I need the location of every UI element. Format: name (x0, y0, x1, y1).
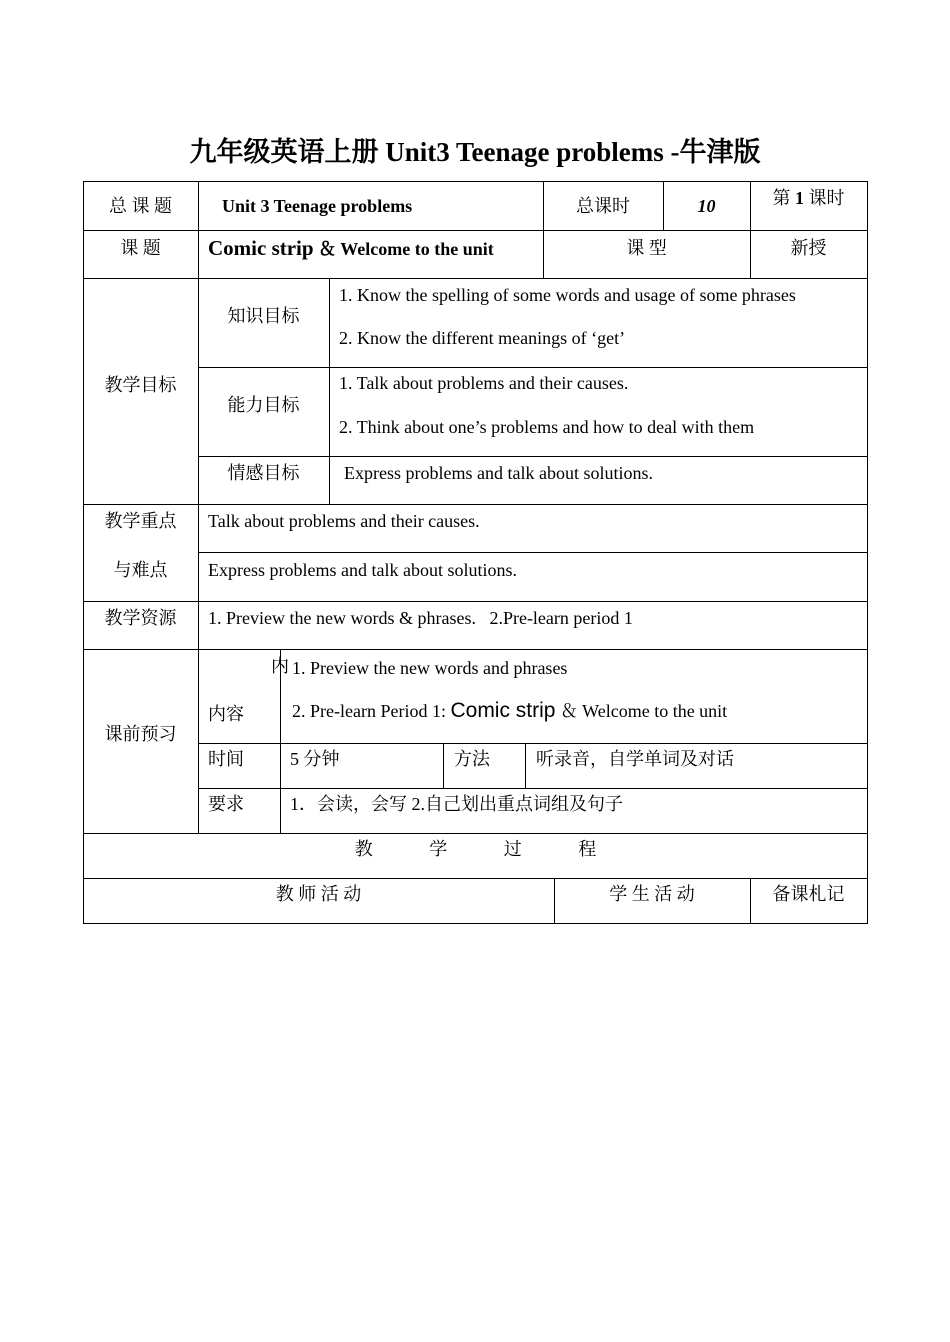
ability-goal-2: 2. Think about one’s problems and how to deal with them (339, 417, 755, 437)
table-border (83, 649, 868, 650)
objectives-label: 教学目标 (104, 375, 177, 395)
knowledge-goal-label: 知识目标 (227, 306, 300, 326)
knowledge-goal-1: 1. Know the spelling of some words and usage of some phrases (339, 285, 796, 305)
preview-content-2-comic: Comic strip (450, 699, 556, 722)
teacher-activity-label: 教 师 活 动 (275, 884, 362, 904)
preview-label: 课前预习 (104, 724, 177, 744)
student-activity-label: 学 生 活 动 (609, 884, 695, 904)
table-border (198, 743, 868, 744)
preview-content-1: 1. Preview the new words and phrases (292, 658, 568, 678)
time-value: 5 分钟 (290, 749, 340, 769)
key-point-2: Express problems and talk about solutions. (208, 560, 517, 580)
preview-content-2 (292, 700, 727, 722)
emotion-goal-1: Express problems and talk about solutions. (344, 463, 653, 483)
topic-label: 课 题 (120, 238, 161, 258)
table-border (198, 367, 868, 368)
table-border (525, 743, 526, 789)
lesson-type-value: 新授 (790, 238, 827, 258)
preview-content-2-amp: ＆ (555, 701, 583, 721)
content-label-fragment: 内 (271, 656, 289, 676)
topic-ampersand: ＆ (313, 239, 341, 259)
lesson-number-value: 1 (795, 188, 804, 208)
lesson-suffix: 课时 (808, 188, 845, 208)
total-hours-value: 10 (697, 196, 716, 216)
course-topic-value: Unit 3 Teenage problems (222, 196, 413, 216)
emotion-goal-label: 情感目标 (227, 463, 300, 483)
key-point-1: Talk about problems and their causes. (208, 511, 480, 531)
preparation-notes-label: 备课札记 (772, 884, 845, 904)
topic-value (208, 237, 494, 260)
table-border (198, 181, 199, 834)
content-label: 内容 (208, 704, 244, 724)
ability-goal-1: 1. Talk about problems and their causes. (339, 373, 629, 393)
table-border (198, 788, 868, 789)
resources-label: 教学资源 (104, 608, 177, 628)
table-border (867, 181, 868, 924)
topic-comic-strip: Comic strip (208, 236, 314, 260)
table-border (198, 456, 868, 457)
resources-value: 1. Preview the new words & phrases. 2.Pre-learn period 1 (208, 608, 633, 628)
requirement-label: 要求 (208, 794, 244, 814)
table-border (198, 552, 868, 553)
requirement-value: 1．会读，会写 2.自己划出重点词组及句子 (290, 794, 623, 814)
lesson-number (750, 187, 867, 209)
course-topic-label: 总 课 题 (109, 196, 172, 216)
table-border (83, 601, 868, 602)
knowledge-goal-2: 2. Know the different meanings of ‘get’ (339, 328, 626, 348)
method-value: 听录音，自学单词及对话 (536, 749, 734, 769)
key-points-label-1: 教学重点 (104, 511, 177, 531)
table-border (83, 504, 868, 505)
lesson-type-label: 课 型 (626, 238, 667, 258)
table-border (83, 181, 84, 924)
topic-welcome: Welcome to the unit (340, 239, 494, 259)
lesson-prefix: 第 (772, 188, 791, 208)
ability-goal-label: 能力目标 (227, 395, 300, 415)
page-title: 九年级英语上册 Unit3 Teenage problems -牛津版 (189, 137, 761, 167)
key-points-label-2: 与难点 (113, 560, 168, 580)
process-header: 教 学 过 程 (354, 839, 597, 859)
table-border (329, 278, 330, 505)
time-label: 时间 (208, 749, 244, 769)
preview-content-2-welcome: Welcome to the unit (582, 701, 728, 721)
table-border (83, 833, 868, 834)
method-label: 方法 (454, 749, 490, 769)
total-hours-label: 总课时 (576, 196, 630, 216)
preview-content-2-prefix: 2. Pre-learn Period 1: (292, 701, 451, 721)
table-border (443, 743, 444, 789)
